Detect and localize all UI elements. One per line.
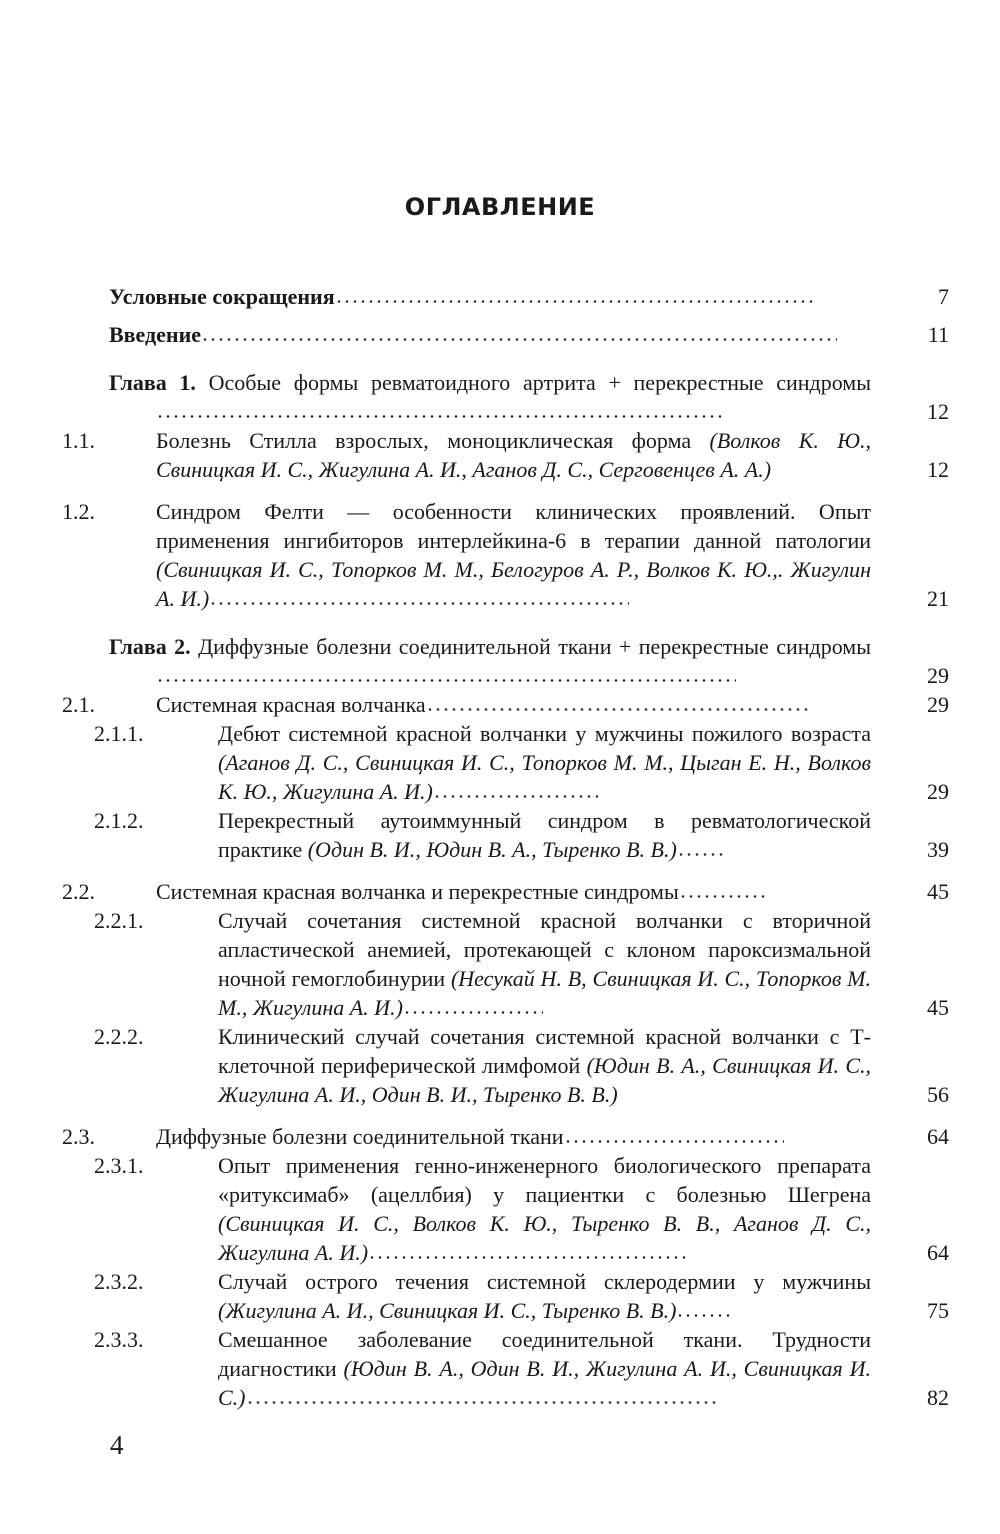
entry-title: Особые формы ревматоидного артрита + перекрестные синдромы — [208, 370, 872, 395]
entry-title: Системная красная волчанка — [156, 692, 426, 717]
dot-leader — [426, 694, 811, 712]
dot-leader — [564, 1126, 784, 1144]
entry-heading: Глава 2. — [109, 634, 191, 659]
entry-authors: (Один В. И., Юдин В. А., Тыренко В. В.) — [307, 837, 677, 862]
entry-authors: (Свиницкая И. С., Топорков М. М., Белогуров А. Р., Волков К. Ю.,. Жигулин А. И.) — [156, 557, 871, 611]
entry-authors: (Несукай Н. В, Свиницкая И. С., Топорков М. М., Жигулина А. И.) — [218, 966, 871, 1020]
entry-heading: Введение — [109, 322, 202, 347]
section-number: 2.3.2. — [94, 1269, 144, 1294]
entry-title: Опыт применения генно-инженерного биологического препарата «ритуксимаб» (ацеллбия) у пациентки с болезнью Шегрена — [218, 1153, 871, 1207]
entry-title: Смешанное заболевание соединительной ткани. Трудности диагностики — [218, 1327, 871, 1381]
toc-entry-2-3-2[interactable] — [94, 1267, 949, 1325]
toc-entry-1-2[interactable] — [62, 497, 949, 613]
entry-title: Болезнь Стилла взрослых, моноциклическая форма — [156, 428, 692, 453]
toc-entry-2-1[interactable] — [62, 690, 949, 719]
section-number: 1.2. — [62, 499, 95, 524]
entry-heading: Условные сокращения — [109, 284, 335, 309]
dot-leader — [403, 997, 543, 1015]
page-number: 75 — [927, 1298, 949, 1323]
section-number: 2.3.3. — [94, 1327, 144, 1352]
page-number: 39 — [927, 837, 949, 862]
page-number: 7 — [938, 284, 949, 309]
dot-leader — [368, 1242, 688, 1260]
page-title: ОГЛАВЛЕНИЕ — [404, 193, 596, 221]
dot-leader — [156, 401, 724, 419]
dot-leader — [679, 881, 769, 899]
toc-entry-1-1[interactable] — [62, 426, 949, 484]
dot-leader — [156, 665, 736, 683]
entry-authors: (Волков К. Ю., Свиницкая И. С., Жигулина А. И., Аганов Д. С., Серговенцев А. А.) — [156, 428, 871, 482]
page-number: 29 — [927, 692, 949, 717]
toc-entry-abbreviations[interactable] — [109, 282, 949, 311]
dot-leader — [677, 839, 727, 857]
dot-leader — [676, 1300, 731, 1318]
entry-title: Клинический случай сочетания системной красной волчанки с Т-клеточной периферической лимфомой — [218, 1024, 871, 1078]
toc-entry-2-3-1[interactable] — [94, 1151, 949, 1267]
toc-entry-2-1-1[interactable] — [94, 719, 949, 806]
dot-leader — [433, 781, 598, 799]
dot-leader — [201, 324, 837, 342]
page-number: 82 — [927, 1385, 949, 1410]
entry-title: Синдром Фелти — особенности клинических проявлений. Опыт применения ингибиторов интерлейкина-6 в терапии данной патологии — [156, 499, 871, 553]
entry-title: Системная красная волчанка и перекрестные синдромы — [156, 879, 679, 904]
page-number: 11 — [927, 322, 949, 347]
toc-entry-chapter-2[interactable] — [109, 632, 949, 690]
section-number: 2.1. — [62, 692, 95, 717]
page-number: 21 — [927, 586, 949, 611]
section-number: 2.1.1. — [94, 721, 144, 746]
section-number: 2.1.2. — [94, 808, 144, 833]
entry-title: Дебют системной красной волчанки у мужчины пожилого возраста — [218, 721, 871, 746]
entry-authors: (Юдин В. А., Один В. И., Жигулина А. И., Свиницкая И. С.) — [218, 1356, 871, 1410]
toc-entry-2-3[interactable] — [62, 1122, 949, 1151]
entry-title: Диффузные болезни соединительной ткани + перекрестные синдромы — [198, 634, 872, 659]
section-number: 2.2.2. — [94, 1024, 144, 1049]
entry-title: Диффузные болезни соединительной ткани — [156, 1124, 564, 1149]
section-number: 2.3.1. — [94, 1153, 144, 1178]
dot-leader — [246, 1387, 716, 1405]
page-number: 29 — [927, 779, 949, 804]
section-number: 1.1. — [62, 428, 95, 453]
entry-title: Перекрестный аутоиммунный синдром в ревматологической практике — [218, 808, 871, 862]
dot-leader — [209, 588, 629, 606]
dot-leader — [335, 286, 813, 304]
toc-entry-2-2-2[interactable] — [94, 1022, 949, 1109]
page-folio-number: 4 — [110, 1430, 124, 1460]
entry-authors: (Свиницкая И. С., Волков К. Ю., Тыренко В. В., Аганов Д. С., Жигулина А. И.) — [218, 1211, 871, 1265]
section-number: 2.2.1. — [94, 908, 144, 933]
section-number: 2.3. — [62, 1124, 95, 1149]
entry-title: Случай сочетания системной красной волчанки с вторичной апластической анемией, протекающей с клоном пароксизмальной ночной гемоглобинурии — [218, 908, 871, 991]
table-of-contents — [62, 282, 949, 1412]
entry-authors: (Юдин В. А., Свиницкая И. С., Жигулина А. И., Один В. И., Тыренко В. В.) — [218, 1053, 871, 1107]
page-number: 64 — [927, 1124, 949, 1149]
page-number: 45 — [927, 995, 949, 1020]
toc-entry-2-3-3[interactable] — [94, 1325, 949, 1412]
toc-entry-chapter-1[interactable] — [109, 368, 949, 426]
page-number: 45 — [927, 879, 949, 904]
entry-title: Случай острого течения системной склеродермии у мужчины — [218, 1269, 871, 1294]
page-number: 64 — [927, 1240, 949, 1265]
page-number: 56 — [927, 1082, 949, 1107]
toc-entry-introduction[interactable] — [109, 320, 949, 349]
page-number: 12 — [927, 399, 949, 424]
toc-entry-2-1-2[interactable] — [94, 806, 949, 864]
page-number: 29 — [927, 663, 949, 688]
entry-authors: (Аганов Д. С., Свиницкая И. С., Топорков М. М., Цыган Е. Н., Волков К. Ю., Жигулина А. И.) — [218, 750, 871, 804]
entry-heading: Глава 1. — [109, 370, 196, 395]
toc-entry-2-2[interactable] — [62, 877, 949, 906]
entry-authors: (Жигулина А. И., Свиницкая И. С., Тыренко В. В.) — [218, 1298, 677, 1323]
page-number: 12 — [927, 457, 949, 482]
section-number: 2.2. — [62, 879, 95, 904]
toc-entry-2-2-1[interactable] — [94, 906, 949, 1022]
